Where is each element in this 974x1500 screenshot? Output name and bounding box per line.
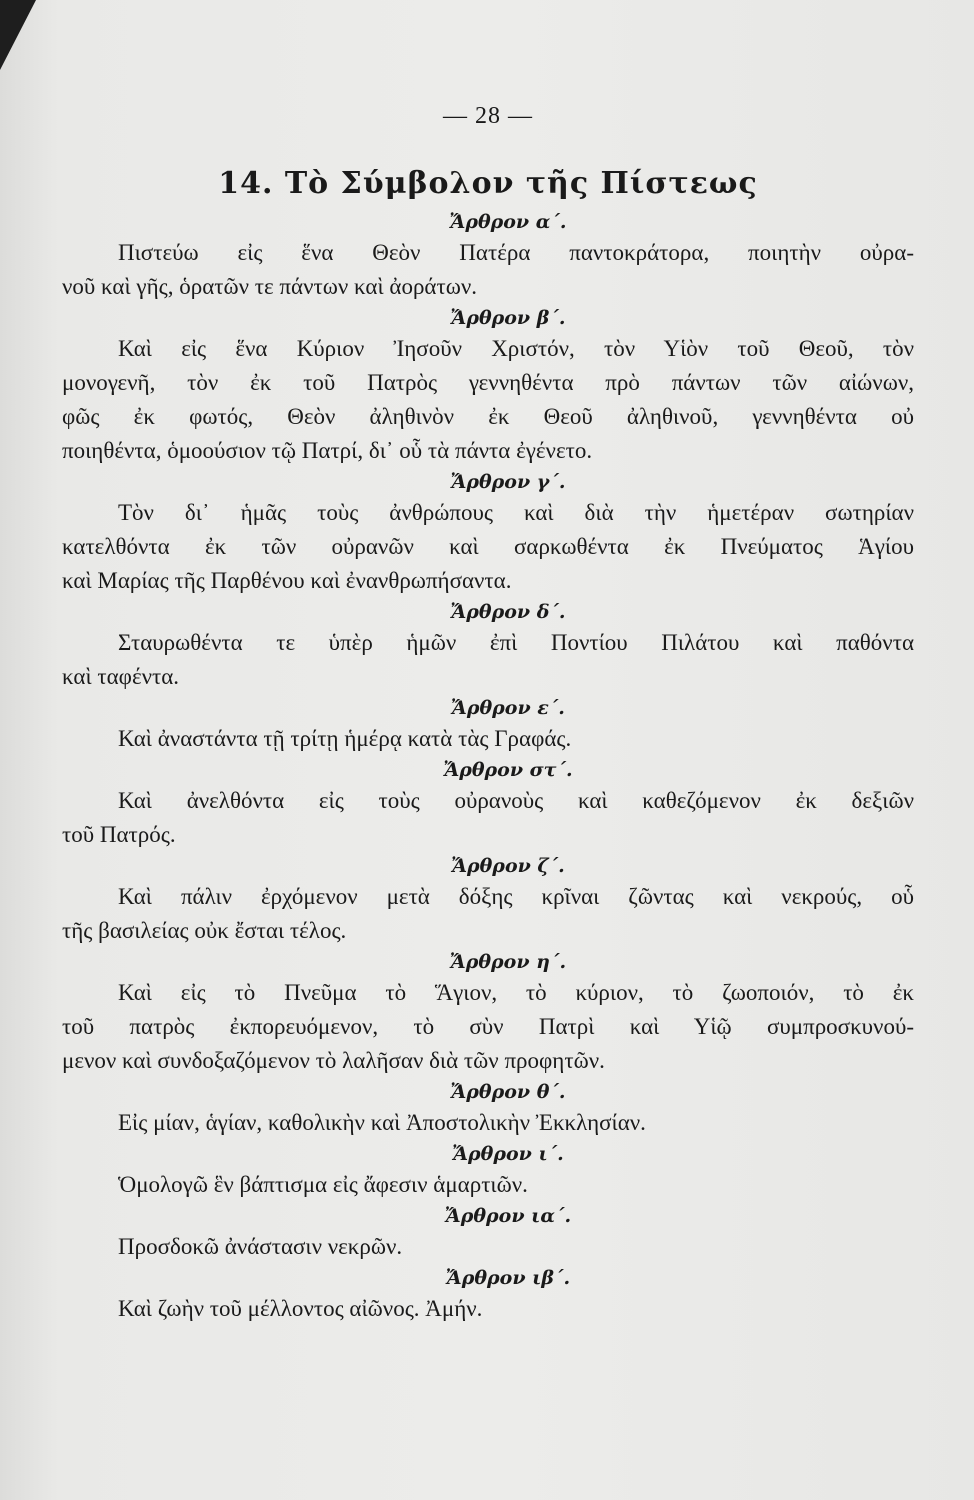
article-10 xyxy=(62,1140,914,1202)
text-line: Πιστεύω εἰς ἕνα Θεὸν Πατέρα παντοκράτορα, ποιητὴν οὐρα- xyxy=(118,240,914,265)
article-12 xyxy=(62,1264,914,1326)
text-line: Εἰς μίαν, ἁγίαν, καθολικὴν καὶ Ἀποστολικὴν Ἐκκλησίαν. xyxy=(118,1110,646,1135)
text-line: τῆς βασιλείας οὐκ ἔσται τέλος. xyxy=(62,918,347,943)
article-7 xyxy=(62,852,914,948)
article-11 xyxy=(62,1202,914,1264)
article-8 xyxy=(62,948,914,1078)
article-1 xyxy=(62,208,914,304)
text-line: μονογενῆ, τὸν ἐκ τοῦ Πατρὸς γεννηθέντα πρὸ πάντων τῶν αἰώνων, xyxy=(62,370,914,395)
text-line: Καὶ ἀνελθόντα εἰς τοὺς οὐρανοὺς καὶ καθεζόμενον ἐκ δεξιῶν xyxy=(118,788,914,813)
article-heading: Ἄρθρον ιβ΄. xyxy=(445,1267,571,1289)
text-line: Καὶ εἰς τὸ Πνεῦμα τὸ Ἅγιον, τὸ κύριον, τὸ ζωοποιόν, τὸ ἐκ xyxy=(118,980,914,1005)
article-heading: Ἄρθρον ε΄. xyxy=(451,697,565,719)
text-line: Σταυρωθέντα τε ὑπὲρ ἡμῶν ἐπὶ Ποντίου Πιλάτου καὶ παθόντα xyxy=(118,630,914,655)
article-9 xyxy=(62,1078,914,1140)
page-content xyxy=(62,96,914,1326)
text-line: ποιηθέντα, ὁμοούσιον τῷ Πατρί, δι᾿ οὗ τὰ πάντα ἐγένετο. xyxy=(62,438,593,463)
article-heading: Ἄρθρον θ΄. xyxy=(450,1081,566,1103)
text-line: Καὶ ζωὴν τοῦ μέλλοντος αἰῶνος. Ἀμήν. xyxy=(118,1296,483,1321)
article-5 xyxy=(62,694,914,756)
article-heading: Ἄρθρον η΄. xyxy=(449,951,567,973)
text-line: τοῦ Πατρός. xyxy=(62,822,176,847)
text-line: νοῦ καὶ γῆς, ὁρατῶν τε πάντων καὶ ἀοράτων. xyxy=(62,274,477,299)
text-line: Ὁμολογῶ ἓν βάπτισμα εἰς ἄφεσιν ἁμαρτιῶν. xyxy=(118,1172,528,1197)
text-line: κατελθόντα ἐκ τῶν οὐρανῶν καὶ σαρκωθέντα ἐκ Πνεύματος Ἁγίου xyxy=(62,534,914,559)
article-6 xyxy=(62,756,914,852)
text-line: καὶ Μαρίας τῆς Παρθένου καὶ ἐνανθρωπήσαντα. xyxy=(62,568,512,593)
text-line: Καὶ πάλιν ἐρχόμενον μετὰ δόξης κρῖναι ζῶντας καὶ νεκρούς, οὗ xyxy=(118,884,914,909)
page-corner-shadow xyxy=(0,0,36,70)
text-line: τοῦ πατρὸς ἐκπορευόμενον, τὸ σὺν Πατρὶ καὶ Υἱῷ συμπροσκυνού- xyxy=(62,1014,914,1039)
text-line: μενον καὶ συνδοξαζόμενον τὸ λαλῆσαν διὰ τῶν προφητῶν. xyxy=(62,1048,605,1073)
article-heading: Ἄρθρον δ΄. xyxy=(450,601,566,623)
text-line: Καὶ ἀναστάντα τῇ τρίτῃ ἡμέρᾳ κατὰ τὰς Γραφάς. xyxy=(118,726,572,751)
article-heading: Ἄρθρον α΄. xyxy=(449,211,567,233)
text-line: φῶς ἐκ φωτός, Θεὸν ἀληθινὸν ἐκ Θεοῦ ἀληθινοῦ, γεννηθέντα οὐ xyxy=(62,404,914,429)
article-3 xyxy=(62,468,914,598)
article-heading: Ἄρθρον β΄. xyxy=(450,307,566,329)
text-line: Τὸν δι᾿ ἡμᾶς τοὺς ἀνθρώπους καὶ διὰ τὴν ἡμετέραν σωτηρίαν xyxy=(118,500,914,525)
article-heading: Ἄρθρον στ΄. xyxy=(443,759,573,781)
article-heading: Ἄρθρον ι΄. xyxy=(452,1143,564,1165)
section-title: 14. Τὸ Σύμβολον τῆς Πίστεως xyxy=(218,166,758,201)
article-heading: Ἄρθρον ια΄. xyxy=(444,1205,572,1227)
article-4 xyxy=(62,598,914,694)
article-heading: Ἄρθρον ζ΄. xyxy=(451,855,565,877)
text-line: καὶ ταφέντα. xyxy=(62,664,180,689)
text-line: Καὶ εἰς ἕνα Κύριον Ἰησοῦν Χριστόν, τὸν Υἱὸν τοῦ Θεοῦ, τὸν xyxy=(118,336,914,361)
text-line: Προσδοκῶ ἀνάστασιν νεκρῶν. xyxy=(118,1234,403,1259)
page-number: — 28 — xyxy=(443,103,533,129)
article-2 xyxy=(62,304,914,468)
article-heading: Ἄρθρον γ΄. xyxy=(450,471,566,493)
